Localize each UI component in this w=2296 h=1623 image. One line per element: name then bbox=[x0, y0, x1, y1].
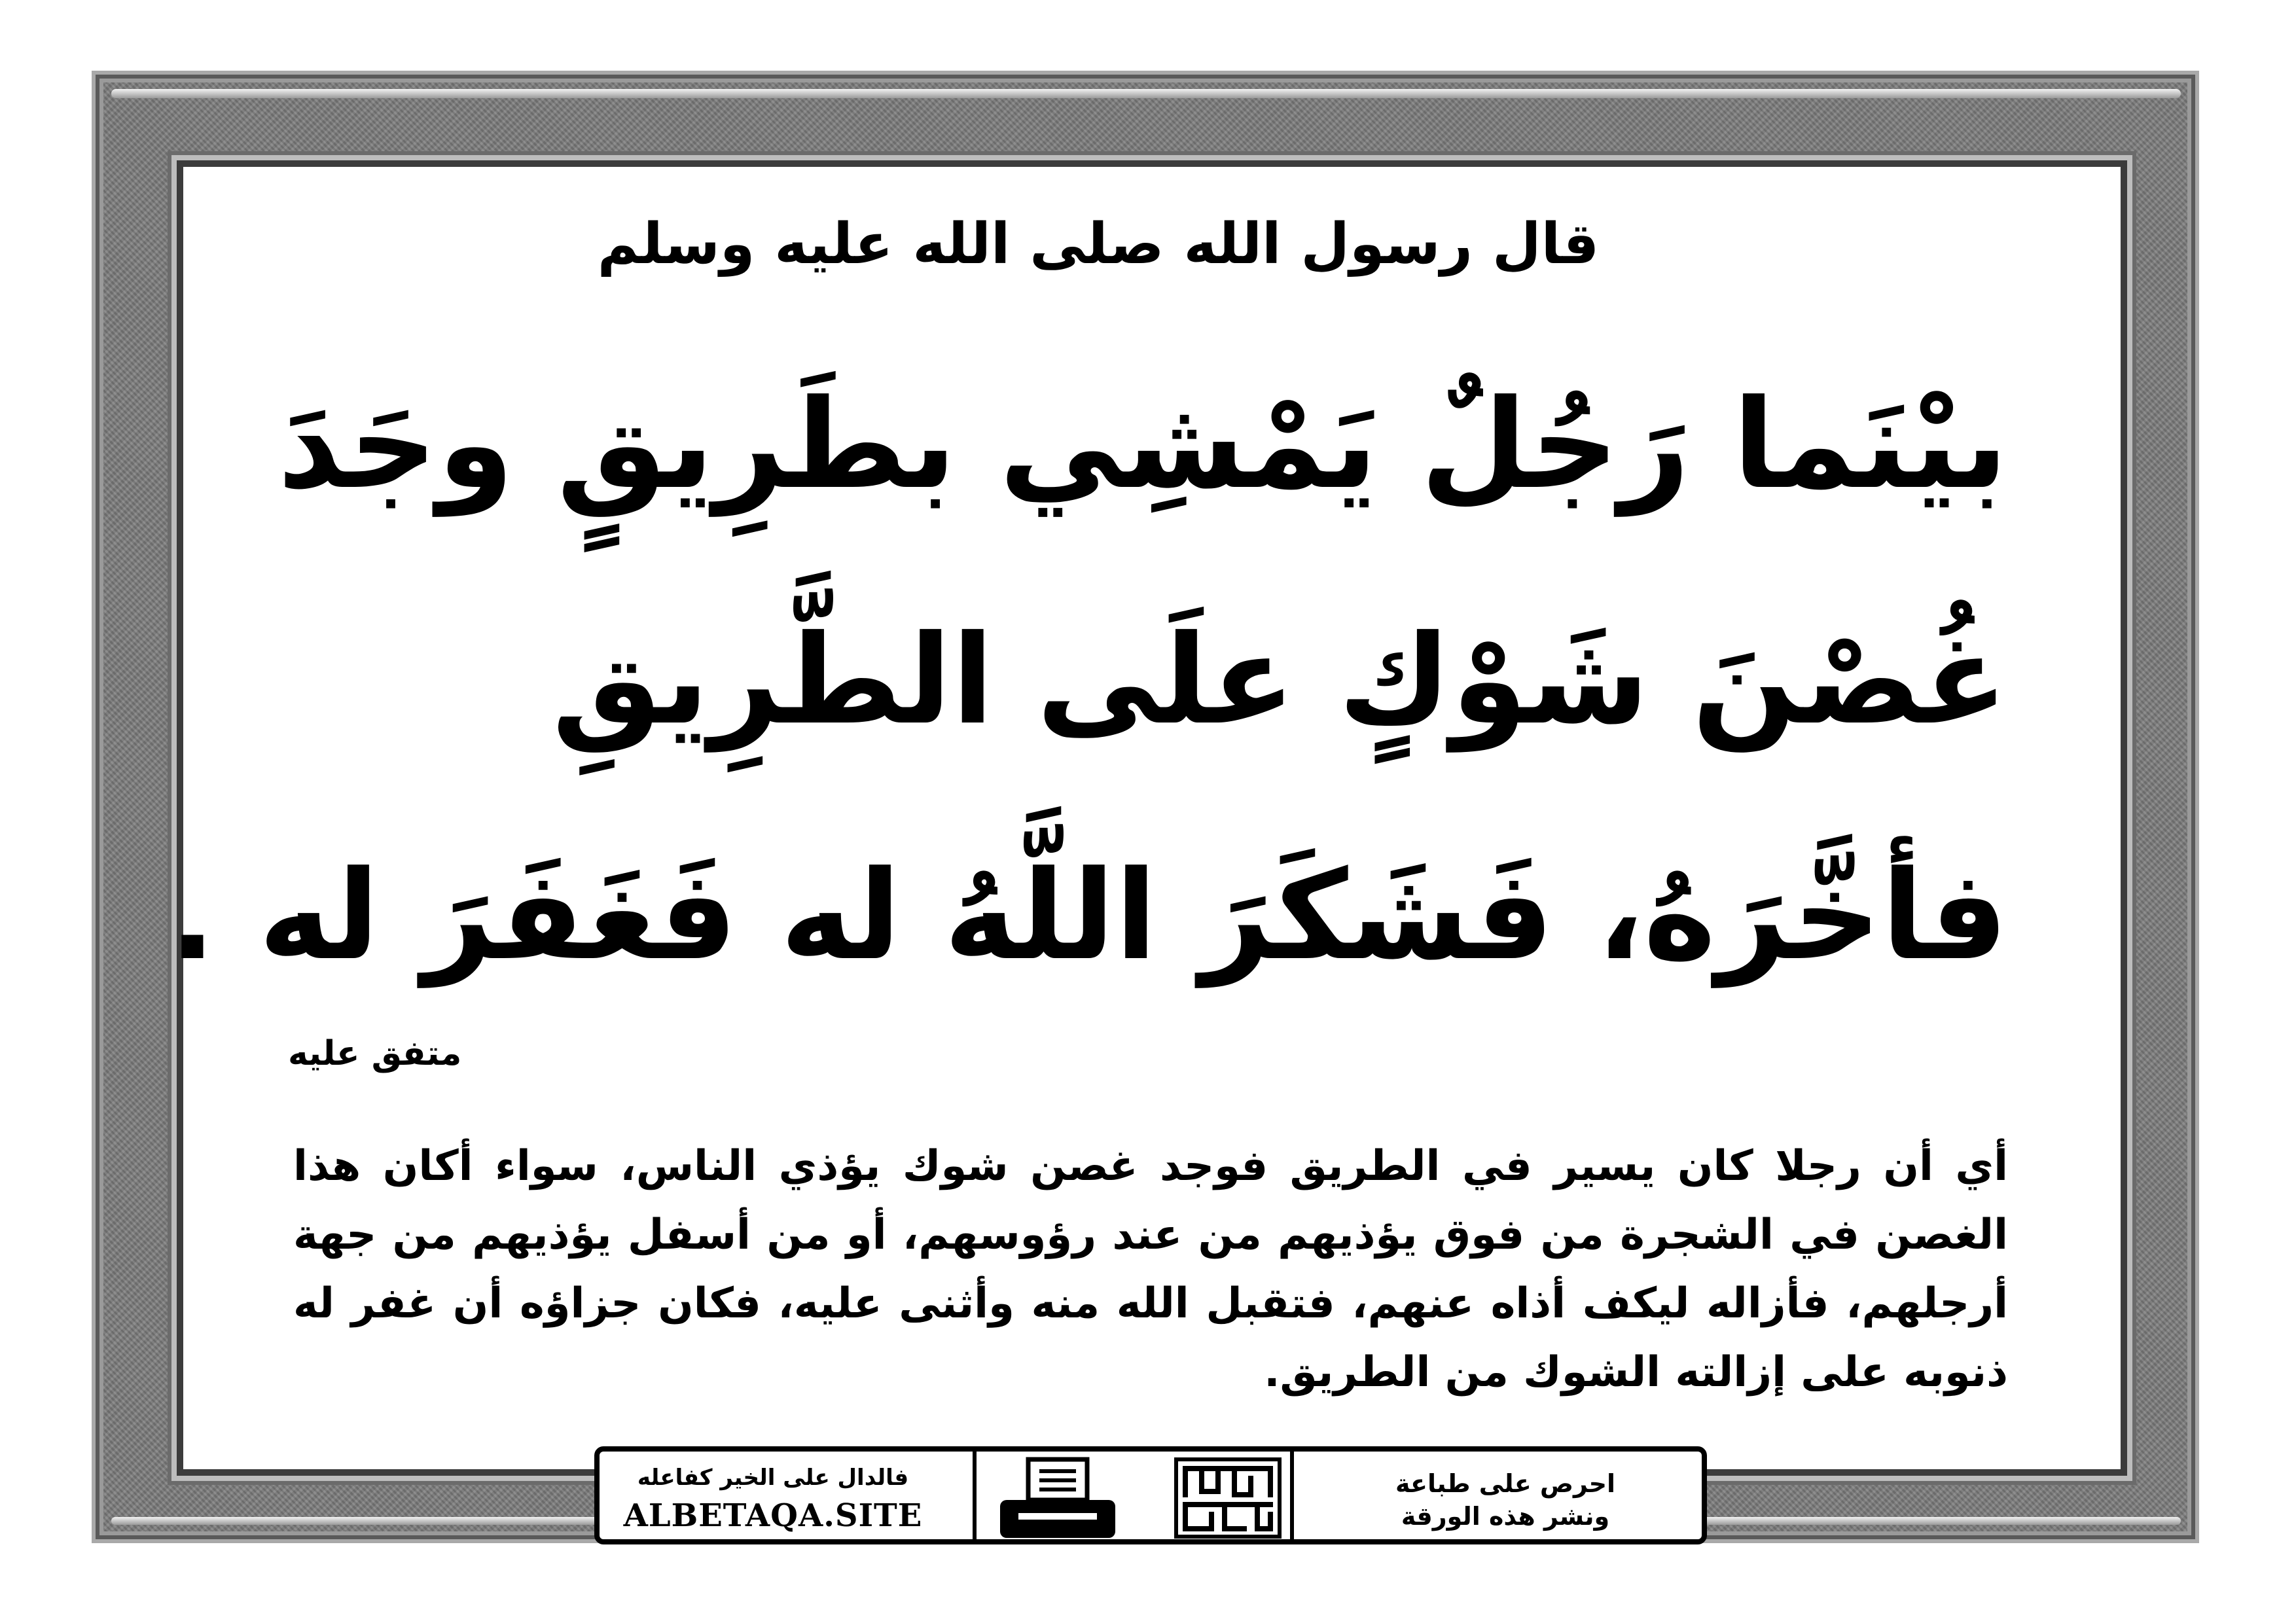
print-note bbox=[1335, 1467, 1676, 1533]
hadith-line: بيْنَما رَجُلٌ يَمْشِي بطَرِيقٍ وجَدَ bbox=[278, 373, 2008, 516]
hadith-text bbox=[169, 327, 2008, 1034]
hadith-line: فأخَّرَهُ، فَشَكَرَ اللَّهُ له فَغَفَرَ له . bbox=[169, 844, 2008, 988]
hadith-source: متفق عليه bbox=[288, 1034, 462, 1073]
footer-divider bbox=[1290, 1452, 1294, 1539]
site-url[interactable]: ALBETAQA.SITE bbox=[623, 1497, 923, 1534]
page-title: قال رسول الله صلى الله عليه وسلم bbox=[597, 211, 1600, 277]
printer-icon bbox=[992, 1457, 1123, 1542]
site-label: فالدال على الخير كفاعله bbox=[637, 1465, 909, 1491]
dawatak-logo bbox=[1172, 1455, 1283, 1541]
footer-box bbox=[594, 1446, 1707, 1544]
hadith-line: غُصْنَ شَوْكٍ علَى الطَّرِيقِ bbox=[552, 609, 2008, 752]
explanation-text: أي أن رجلا كان يسير في الطريق فوجد غصن شوك يؤذي الناس، سواء أكان هذا الغصن في الشجرة من فوق يؤذيهم من عند رؤوسهم، أو من أسفل يؤذيهم من جهة أرجلهم، فأزاله ليكف أذاه عنهم، فتقبل الله منه وأثنى عليه، فكان جزاؤه أن غفر له ذنوبه على إزالته الشوك من الطريق. bbox=[293, 1142, 2008, 1397]
print-note-line: احرص على طباعة bbox=[1395, 1469, 1616, 1498]
print-note-line: ونشر هذه الورقة bbox=[1401, 1502, 1610, 1531]
frame-rail-top bbox=[111, 89, 2181, 98]
footer-divider bbox=[973, 1452, 977, 1539]
